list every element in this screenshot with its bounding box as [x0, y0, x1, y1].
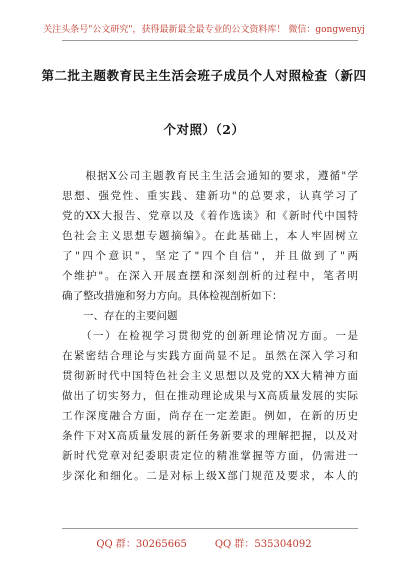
- body-line: 工作深度融合方面，尚存在一定差距。例如，在新的历史: [62, 410, 358, 422]
- footer-divider: [62, 528, 358, 529]
- body-line: 步深化和细化。二是对标上级X部门规范及要求，本人的: [62, 470, 358, 482]
- body-line: 根据X公司主题教育民主生活会通知的要求，遵循"学: [62, 170, 358, 182]
- footer-qq-left: QQ 群：30265665: [96, 539, 187, 550]
- body-line: 思想、强党性、重实践、建新功"的总要求，认真学习了: [62, 190, 358, 202]
- header-divider: [62, 40, 358, 41]
- footer-qq-right: QQ 群：535304092: [214, 539, 312, 550]
- body-line: 党的XX大报告、党章以及《着作选读》和《新时代中国特: [62, 210, 358, 222]
- footer-contact: [0, 535, 408, 550]
- document-title-line-2: 个对照）（2）: [163, 122, 245, 137]
- document-body: [62, 166, 358, 486]
- body-line: 贯彻新时代中国特色社会主义思想以及党的XX大精神方面: [62, 370, 358, 382]
- document-title-line-1: 第二批主题教育民主生活会班子成员个人对照检查（新四: [41, 68, 367, 83]
- body-line: 个维护"。在深入开展查摆和深刻剖析的过程中，笔者明: [62, 270, 358, 282]
- body-line: 条件下对X高质量发展的新任务新要求的理解把握，以及对: [62, 430, 358, 442]
- body-line: 新时代党章对纪委职责定位的精准掌握等方面，仍需进一: [62, 450, 358, 462]
- body-line: （一）在检视学习贯彻党的创新理论情况方面。一是: [62, 330, 358, 342]
- body-line: 做出了切实努力，但在推动理论成果与X高质量发展的实际: [62, 390, 358, 402]
- section-heading: 一、存在的主要问题: [62, 310, 178, 322]
- body-line: 了"四个意识"，坚定了"四个自信"，并且做到了"两: [62, 250, 358, 262]
- header-promo-note: 关注头条号"公文研究"，获得最新最全最专业的公文资料库！ 微信：gongwenyj: [43, 25, 365, 35]
- body-line: 色社会主义思想专题摘编》。在此基础上，本人牢固树立: [62, 230, 358, 242]
- body-line: 在紧密结合理论与实践方面尚显不足。虽然在深入学习和: [62, 350, 358, 362]
- body-line: 确了整改措施和努力方向。具体检视剖析如下：: [62, 290, 283, 302]
